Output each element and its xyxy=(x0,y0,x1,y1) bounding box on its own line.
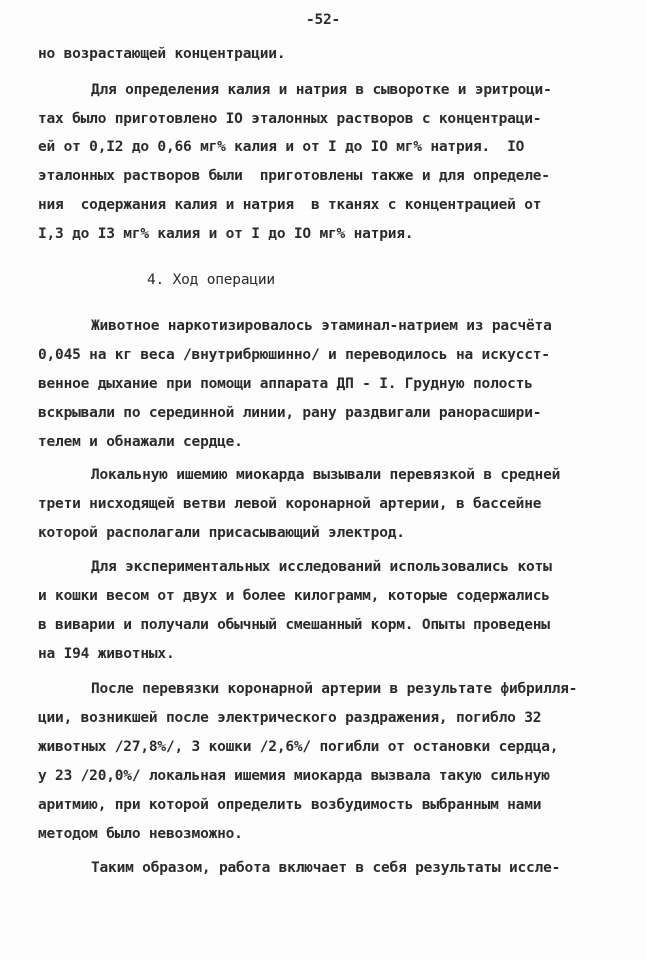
text-line: методом было невозможно. xyxy=(38,826,243,842)
text-line: трети нисходящей ветви левой коронарной артерии, в бассейне xyxy=(38,496,542,512)
text-line: животных /27,8%/, 3 кошки /2,6%/ погибли от остановки сердца, xyxy=(38,739,559,755)
text-line: Для экспериментальных исследований использовались коты xyxy=(91,559,552,575)
text-line: на I94 животных. xyxy=(38,646,175,662)
text-line: у 23 /20,0%/ локальная ишемия миокарда вызвала такую сильную xyxy=(38,768,550,784)
section-heading: 4. Ход операции xyxy=(147,272,275,288)
text-line: Локальную ишемию миокарда вызывали перевязкой в средней xyxy=(91,467,561,483)
text-line: телем и обнажали сердце. xyxy=(38,434,243,450)
text-line: Таким образом, работа включает в себя результаты иссле- xyxy=(91,860,561,876)
text-line: эталонных растворов были приготовлены также и для определе- xyxy=(38,168,550,184)
text-line: аритмию, при которой определить возбудимость выбранным нами xyxy=(38,797,542,813)
text-line: в виварии и получали обычный смешанный корм. Опыты проведены xyxy=(38,617,550,633)
text-line: 0,045 на кг веса /внутрибрюшинно/ и переводилось на искусст- xyxy=(38,347,550,363)
text-line: ции, возникшей после электрического раздражения, погибло 32 xyxy=(38,710,542,726)
text-line: но возрастающей концентрации. xyxy=(38,46,286,62)
text-line: и кошки весом от двух и более килограмм, которые содержались xyxy=(38,588,550,604)
text-line: венное дыхание при помощи аппарата ДП - I. Грудную полость xyxy=(38,376,533,392)
text-line: тах было приготовлено IO эталонных растворов с концентраци- xyxy=(38,111,542,127)
text-line: После перевязки коронарной артерии в результате фибрилля- xyxy=(91,681,578,697)
text-line: I,3 до I3 мг% калия и от I до IO мг% натрия. xyxy=(38,226,414,242)
page-number: -52- xyxy=(305,12,341,28)
text-line: Для определения калия и натрия в сыворотке и эритроци- xyxy=(91,82,552,98)
text-line: ния содержания калия и натрия в тканях с концентрацией от xyxy=(38,197,542,213)
text-line: Животное наркотизировалось этаминал-натрием из расчёта xyxy=(91,318,552,334)
text-line: которой располагали присасывающий электрод. xyxy=(38,525,405,541)
text-line: вскрывали по серединной линии, рану раздвигали ранорасшири- xyxy=(38,405,542,421)
text-line: ей от 0,I2 до 0,66 мг% калия и от I до IO мг% натрия. IO xyxy=(38,139,525,155)
